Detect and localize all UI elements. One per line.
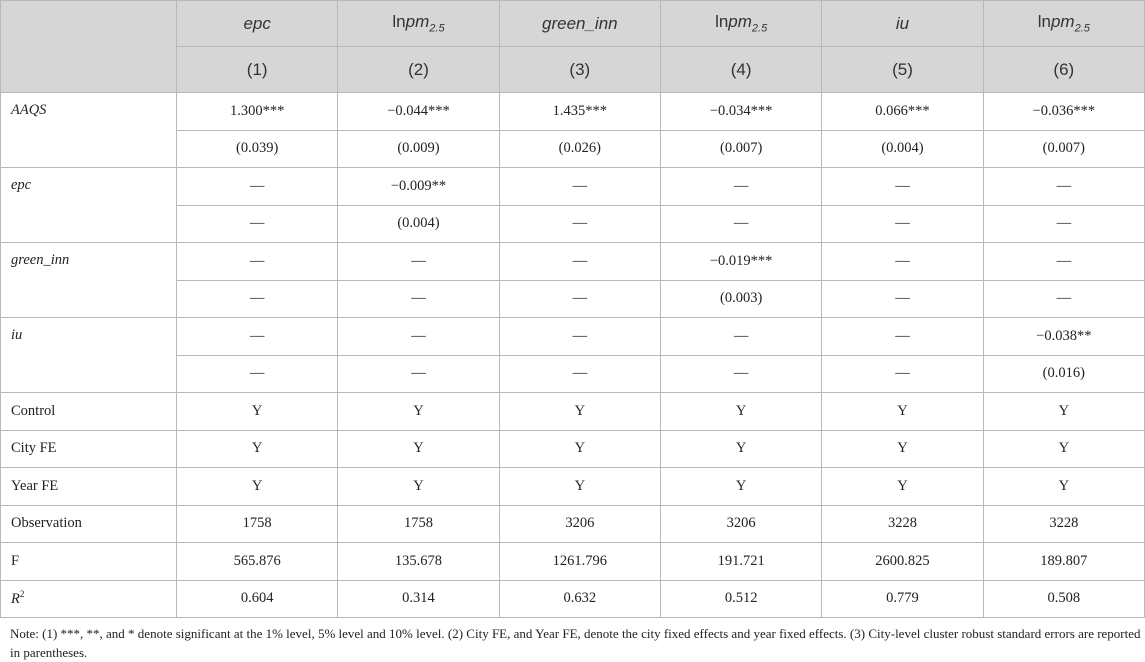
stat-cell: Y [177,393,338,431]
se-cell: — [177,280,338,318]
stat-cell: 3206 [499,505,660,543]
se-cell: — [983,280,1144,318]
stat-cell: 0.632 [499,580,660,618]
coef-cell: — [499,243,660,281]
se-cell: — [660,205,821,243]
stat-cell: 1758 [338,505,499,543]
coef-cell: — [822,168,983,206]
r2-row [1,580,1145,618]
se-cell: (0.007) [660,130,821,168]
se-cell: — [822,205,983,243]
se-cell: — [177,355,338,393]
coef-cell: — [177,243,338,281]
coef-row [1,243,1145,281]
coef-cell: −0.009** [338,168,499,206]
row-label: iu [1,318,177,393]
col-number: (3) [499,47,660,93]
se-cell: — [499,205,660,243]
stat-cell: Y [983,430,1144,468]
row-label: AAQS [1,93,177,168]
stat-cell: 0.604 [177,580,338,618]
coef-cell: — [338,318,499,356]
se-cell: (0.026) [499,130,660,168]
row-label: F [1,543,177,581]
coef-row [1,168,1145,206]
row-label: green_inn [1,243,177,318]
se-cell: — [822,280,983,318]
r-symbol: R [11,591,20,608]
stat-cell: 189.807 [983,543,1144,581]
stat-row [1,393,1145,431]
stat-cell: 565.876 [177,543,338,581]
stat-cell: 0.508 [983,580,1144,618]
stat-cell: Y [338,430,499,468]
col-number: (2) [338,47,499,93]
se-cell: — [177,205,338,243]
coef-cell: 1.300*** [177,93,338,131]
col-header-3: green_inn [499,1,660,47]
coef-cell: — [338,243,499,281]
se-cell: — [822,355,983,393]
stat-cell: 135.678 [338,543,499,581]
se-cell: — [660,355,821,393]
coef-cell: — [177,168,338,206]
coef-cell: −0.036*** [983,93,1144,131]
se-cell: (0.004) [822,130,983,168]
se-cell: — [338,355,499,393]
col-header-4: lnpm$_{2.5}$ [660,1,821,47]
coef-cell: — [660,168,821,206]
se-cell: (0.003) [660,280,821,318]
header-row-vars [1,1,1145,47]
coef-cell: — [983,168,1144,206]
stat-cell: Y [660,468,821,506]
stat-cell: Y [983,468,1144,506]
stat-cell: Y [822,393,983,431]
se-cell: (0.016) [983,355,1144,393]
stat-cell: Y [983,393,1144,431]
coef-cell: — [822,318,983,356]
stat-cell: 3228 [822,505,983,543]
stat-cell: Y [338,468,499,506]
stat-cell: 191.721 [660,543,821,581]
coef-cell: — [822,243,983,281]
se-cell: — [499,355,660,393]
stat-cell: Y [822,430,983,468]
stat-cell: Y [338,393,499,431]
coef-cell: −0.019*** [660,243,821,281]
coef-cell: −0.044*** [338,93,499,131]
stat-cell: 1758 [177,505,338,543]
stat-cell: 3228 [983,505,1144,543]
col-header-6: lnpm$_{2.5}$ [983,1,1144,47]
coef-cell: 1.435*** [499,93,660,131]
coef-cell: −0.038** [983,318,1144,356]
stat-cell: 2600.825 [822,543,983,581]
coef-row [1,93,1145,131]
coef-cell: — [499,318,660,356]
se-cell: (0.007) [983,130,1144,168]
stat-row [1,505,1145,543]
table-note: Note: (1) ***, **, and * denote significant at the 1% level, 5% level and 10% level. (2) City FE, and Year FE, denote the city fixed effects and year fixed effects. (3) City-level cluster robust standard errors are reported in parentheses. [10,626,1141,660]
stat-cell: 0.512 [660,580,821,618]
stat-cell: Y [822,468,983,506]
stat-cell: 0.779 [822,580,983,618]
col-number: (5) [822,47,983,93]
coef-cell: — [177,318,338,356]
se-cell: — [499,280,660,318]
col-header-2: lnpm$_{2.5}$ [338,1,499,47]
stat-row [1,468,1145,506]
col-header-1: epc [177,1,338,47]
stat-cell: 3206 [660,505,821,543]
stat-cell: Y [499,430,660,468]
stat-row [1,430,1145,468]
row-label: epc [1,168,177,243]
row-label [1,580,177,618]
header-corner [1,1,177,93]
stat-cell: Y [177,430,338,468]
stat-cell: 1261.796 [499,543,660,581]
stat-cell: Y [499,393,660,431]
r-superscript: 2 [19,589,25,600]
se-cell: — [983,205,1144,243]
coef-cell: 0.066*** [822,93,983,131]
se-cell: — [338,280,499,318]
stat-cell: Y [499,468,660,506]
row-label: City FE [1,430,177,468]
se-cell: (0.009) [338,130,499,168]
row-label: Control [1,393,177,431]
coef-cell: −0.034*** [660,93,821,131]
stat-cell: Y [660,393,821,431]
coef-row [1,318,1145,356]
se-cell: (0.039) [177,130,338,168]
col-number: (4) [660,47,821,93]
coef-cell: — [983,243,1144,281]
stat-cell: Y [660,430,821,468]
col-number: (1) [177,47,338,93]
row-label: Observation [1,505,177,543]
col-number: (6) [983,47,1144,93]
col-header-5: iu [822,1,983,47]
stat-cell: Y [177,468,338,506]
coef-cell: — [499,168,660,206]
row-label: Year FE [1,468,177,506]
se-cell: (0.004) [338,205,499,243]
stat-row [1,543,1145,581]
coef-cell: — [660,318,821,356]
stat-cell: 0.314 [338,580,499,618]
